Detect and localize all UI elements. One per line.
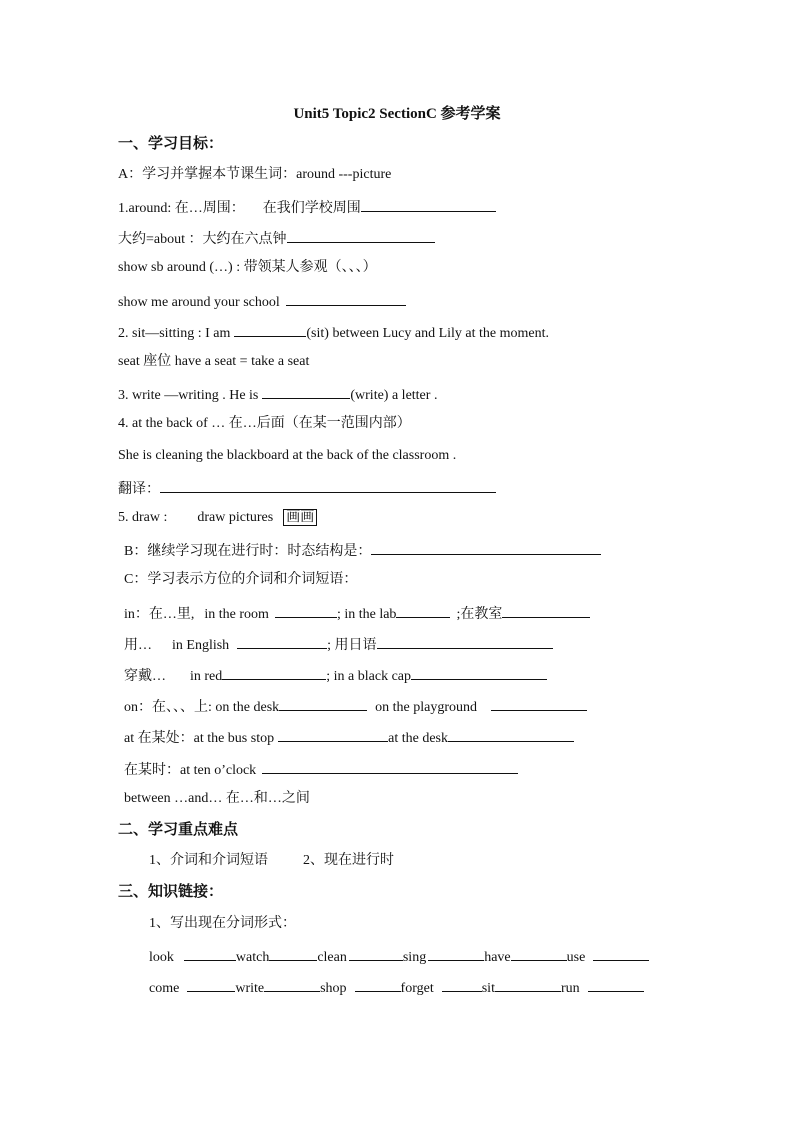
answer-blank[interactable] <box>187 977 235 992</box>
item-about <box>118 228 435 249</box>
item-example-sentence: She is cleaning the blackboard at the back of the classroom . <box>118 448 457 463</box>
answer-blank[interactable] <box>264 977 320 992</box>
prep-on <box>124 696 587 717</box>
answer-blank[interactable] <box>511 946 567 961</box>
section-1-heading: 一、学习目标： <box>118 136 224 152</box>
prep-time-a: 在某时：at ten o’clock <box>124 763 257 778</box>
prep-wear-a: 穿戴… <box>124 669 166 684</box>
verb-word: sing <box>402 950 427 965</box>
answer-blank[interactable] <box>502 603 590 618</box>
section-3-heading: 三、知识链接： <box>118 884 224 900</box>
prep-between: between …and… 在…和…之间 <box>124 791 310 806</box>
section-3-subheading: 1、写出现在分词形式： <box>149 916 296 931</box>
participle-row-1 <box>149 946 649 967</box>
verb-word: sit <box>481 981 495 996</box>
item-draw-c: 画画 <box>283 509 317 526</box>
answer-blank[interactable] <box>184 946 236 961</box>
item-write-a: 3. write —writing . He is <box>118 388 259 403</box>
item-draw-b: draw pictures <box>197 510 274 525</box>
answer-blank[interactable] <box>495 977 561 992</box>
item-sit <box>118 322 549 343</box>
answer-blank[interactable] <box>237 634 327 649</box>
item-sit-a: 2. sit—sitting : I am <box>118 326 231 341</box>
translate-label: 翻译： <box>118 482 160 497</box>
answer-blank[interactable] <box>278 727 388 742</box>
item-draw-a: 5. draw : <box>118 510 168 525</box>
section-2-heading: 二、学习重点难点 <box>118 822 239 838</box>
answer-blank[interactable] <box>428 946 484 961</box>
prep-use <box>124 634 553 655</box>
answer-blank[interactable] <box>287 228 435 243</box>
answer-blank[interactable] <box>361 197 496 212</box>
answer-blank[interactable] <box>160 478 496 493</box>
answer-blank[interactable] <box>371 540 601 555</box>
prep-use-a: 用… <box>124 638 152 653</box>
answer-blank[interactable] <box>442 977 482 992</box>
prep-at-a: at 在某处：at the bus stop <box>124 731 275 746</box>
prep-wear-c: ; in a black cap <box>326 669 412 684</box>
item-show-me <box>118 291 406 312</box>
page-title: Unit5 Topic2 SectionC 参考学案 <box>293 106 501 122</box>
objective-b-text: B：继续学习现在进行时：时态结构是： <box>124 544 372 559</box>
verb-word: watch <box>235 950 270 965</box>
verb-word: write <box>235 981 265 996</box>
item-around-phrase: 在我们学校周围 <box>262 201 361 216</box>
item-translate <box>118 478 496 499</box>
item-draw <box>118 509 317 527</box>
prep-use-b: in English <box>172 638 230 653</box>
item-write-b: (write) a letter . <box>350 388 438 403</box>
item-around-label: 1.around: 在…周围： <box>118 201 245 216</box>
prep-in-c: ; in the lab <box>336 607 397 622</box>
item-around <box>118 197 496 218</box>
verb-word: run <box>560 981 580 996</box>
answer-blank[interactable] <box>262 384 350 399</box>
verb-word: come <box>149 981 180 996</box>
prep-at-b: at the desk <box>388 731 448 746</box>
prep-wear <box>124 665 547 686</box>
answer-blank[interactable] <box>269 946 317 961</box>
answer-blank[interactable] <box>275 603 337 618</box>
answer-blank[interactable] <box>279 696 367 711</box>
answer-blank[interactable] <box>262 759 518 774</box>
answer-blank[interactable] <box>222 665 326 680</box>
prep-on-b: on the playground <box>375 700 478 715</box>
answer-blank[interactable] <box>234 322 306 337</box>
verb-word: have <box>484 950 511 965</box>
answer-blank[interactable] <box>286 291 406 306</box>
answer-blank[interactable] <box>491 696 587 711</box>
prep-on-a: on：在、、、上: on the desk <box>124 700 280 715</box>
prep-in-a: in：在…里, <box>124 607 195 622</box>
verb-word: use <box>566 950 586 965</box>
prep-time <box>124 759 518 780</box>
item-show-me-text: show me around your school <box>118 295 280 310</box>
prep-in-b: in the room <box>204 607 269 622</box>
verb-word: forget <box>400 981 434 996</box>
item-write <box>118 384 437 405</box>
item-show-around: show sb around (…) : 带领某人参观（、、、） <box>118 260 377 275</box>
objective-c: C：学习表示方位的介词和介词短语： <box>124 572 358 587</box>
section-2-items: 1、介词和介词短语 2、现在进行时 <box>149 853 394 868</box>
prep-use-c: ; 用日语 <box>327 638 377 653</box>
item-sit-b: (sit) between Lucy and Lily at the moment. <box>306 326 549 341</box>
participle-row-2 <box>149 977 644 998</box>
item-at-the-back: 4. at the back of … 在…后面（在某一范围内部） <box>118 416 411 431</box>
prep-at <box>124 727 574 748</box>
objective-a: A：学习并掌握本节课生词：around ---picture <box>118 167 392 182</box>
answer-blank[interactable] <box>588 977 644 992</box>
prep-wear-b: in red <box>190 669 223 684</box>
answer-blank[interactable] <box>411 665 547 680</box>
verb-word: clean <box>317 950 347 965</box>
answer-blank[interactable] <box>593 946 649 961</box>
item-seat: seat 座位 have a seat = take a seat <box>118 354 310 369</box>
item-about-text: 大约=about ：大约在六点钟 <box>118 232 287 247</box>
answer-blank[interactable] <box>355 977 401 992</box>
objective-b <box>124 540 601 561</box>
answer-blank[interactable] <box>377 634 553 649</box>
answer-blank[interactable] <box>396 603 450 618</box>
answer-blank[interactable] <box>448 727 574 742</box>
verb-word: shop <box>320 981 347 996</box>
verb-word: look <box>149 950 174 965</box>
prep-in-d: ;在教室 <box>456 607 503 622</box>
answer-blank[interactable] <box>349 946 403 961</box>
prep-in <box>124 603 590 624</box>
